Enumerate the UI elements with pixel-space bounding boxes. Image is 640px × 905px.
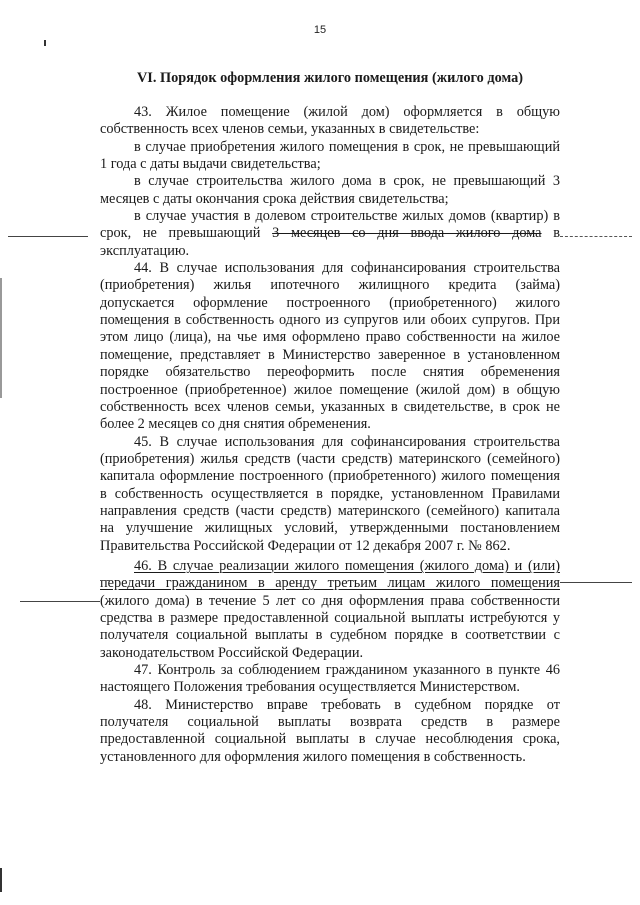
margin-line-left-top xyxy=(8,236,88,237)
paragraph-46 xyxy=(100,558,560,662)
paragraph-43-shared-text: в случае участия в долевом строительстве жилых домов (квартир) в срок, не превышающий xyxy=(100,208,560,242)
scan-edge-mark xyxy=(44,40,46,46)
scan-edge-mark xyxy=(0,868,2,892)
paragraph-43-shared xyxy=(100,208,560,260)
paragraph-48: 48. Министерство вправе требовать в судебном порядке от получателя социальной выплаты возврата средств в размере предоставленной социальной выплаты в случае несоблюдения срока, установленного для оформления жилого помещения в собственность. xyxy=(100,696,560,765)
document-body xyxy=(100,104,560,766)
margin-line-right-mid xyxy=(560,582,632,583)
paragraph-43-construction: в случае строительства жилого дома в срок, не превышающий 3 месяцев с даты окончания срока действия свидетельства; xyxy=(100,173,560,207)
section-title: VI. Порядок оформления жилого помещения (жилого дома) xyxy=(136,70,524,86)
paragraph-43: 43. Жилое помещение (жилой дом) оформляется в общую собственность всех членов семьи, указанных в свидетельстве: xyxy=(100,104,560,138)
paragraph-44: 44. В случае использования для софинансирования строительства (приобретения) жилья ипотечного жилищного кредита (займа) допускается оформление построенного (приобретенного) жилого помещения в собственность одного из супругов или обоих супругов. При этом лицо (лица), на чье имя оформлено право собственности на жилое помещение, представляет в Министерство заверенное в установленном порядке обязательство переоформить после снятия обременения построенное (приобретенное) жилое помещение (жилой дом) в общую собственность всех членов семьи, указанных в свидетельстве, в срок не более 2 месяцев со дня снятия обременения. xyxy=(100,260,560,433)
underlined-text: 46. В случае реализации жилого помещения (жилого дома) и (или) передачи гражданином в аренду третьим лицам жилого помещения xyxy=(100,557,560,592)
margin-dash-left-short xyxy=(100,580,110,581)
page-number: 15 xyxy=(313,24,327,36)
paragraph-43-shared-end: в эксплуатацию. xyxy=(100,225,560,259)
margin-dash-right-top xyxy=(560,236,632,237)
paragraph-47: 47. Контроль за соблюдением гражданином указанного в пункте 46 настоящего Положения требования осуществляется Министерством. xyxy=(100,662,560,696)
paragraph-46-rest: (жилого дома) в течение 5 лет со дня оформления права собственности средства в размере предоставленной социальной выплаты истребуются у получателя социальной выплаты в судебном порядке в соответствии с законодательством Российской Федерации. xyxy=(100,592,560,661)
margin-line-left-mid xyxy=(20,601,100,602)
scan-edge-mark xyxy=(0,278,2,398)
struck-text: 3 месяцев со дня ввода жилого дома xyxy=(272,225,542,242)
paragraph-43-purchase: в случае приобретения жилого помещения в срок, не превышающий 1 года с даты выдачи свидетельства; xyxy=(100,138,560,173)
paragraph-45: 45. В случае использования для софинансирования строительства (приобретения) жилья средств (части средств) материнского (семейного) капитала оформление построенного (приобретенного) жилого помещения в собственность осуществляется в порядке, установленном Правилами направления средств (части средств) материнского (семейного) капитала на улучшение жилищных условий, утвержденными постановлением Правительства Российской Федерации от 12 декабря 2007 г. № 862. xyxy=(100,433,560,554)
